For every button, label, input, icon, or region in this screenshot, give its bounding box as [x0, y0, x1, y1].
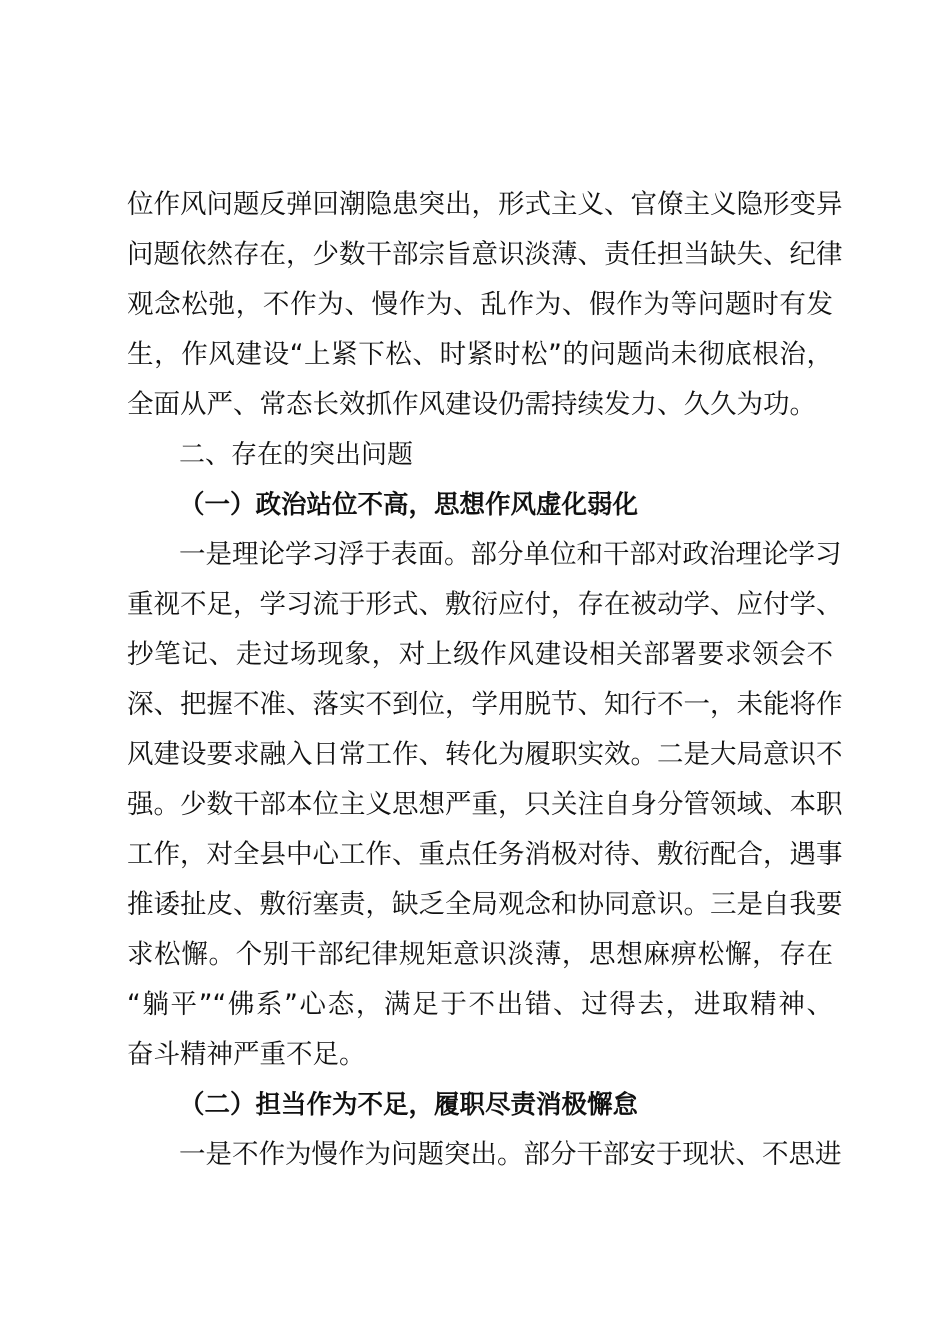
paragraph-line: 奋斗精神严重不足。 [127, 1039, 366, 1070]
paragraph-line: 深、把握不准、落实不到位，学用脱节、知行不一，未能将作 [127, 689, 843, 720]
paragraph-line: 工作，对全县中心工作、重点任务消极对待、敷衍配合，遇事 [127, 839, 843, 870]
paragraph-line: 生，作风建设“上紧下松、时紧时松”的问题尚未彻底根治， [127, 339, 833, 370]
paragraph-line: 全面从严、常态长效抓作风建设仍需持续发力、久久为功。 [127, 389, 816, 420]
subsection-title: （一）政治站位不高，思想作风虚化弱化 [179, 490, 639, 520]
paragraph-line: 位作风问题反弹回潮隐患突出，形式主义、官僚主义隐形变异 [127, 189, 843, 220]
subsection-title: （二）担当作为不足，履职尽责消极懈怠 [179, 1090, 639, 1120]
paragraph-line: 观念松弛，不作为、慢作为、乱作为、假作为等问题时有发 [127, 289, 833, 320]
paragraph-line: 一是理论学习浮于表面。部分单位和干部对政治理论学习 [179, 539, 842, 570]
paragraph-line: 一是不作为慢作为问题突出。部分干部安于现状、不思进 [179, 1139, 842, 1170]
paragraph-line: 风建设要求融入日常工作、转化为履职实效。二是大局意识不 [127, 739, 843, 770]
paragraph-line: 求松懈。个别干部纪律规矩意识淡薄，思想麻痹松懈，存在 [127, 939, 833, 970]
paragraph-line: 推诿扯皮、敷衍塞责，缺乏全局观念和协同意识。三是自我要 [127, 889, 843, 920]
paragraph-line: 重视不足，学习流于形式、敷衍应付，存在被动学、应付学、 [127, 589, 843, 620]
paragraph-line: 问题依然存在，少数干部宗旨意识淡薄、责任担当缺失、纪律 [127, 239, 843, 270]
section-heading: 二、存在的突出问题 [179, 440, 414, 470]
paragraph-line: “躺平”“佛系”心态，满足于不出错、过得去，进取精神、 [127, 989, 833, 1020]
paragraph-line: 强。少数干部本位主义思想严重，只关注自身分管领域、本职 [127, 789, 843, 820]
paragraph-line: 抄笔记、走过场现象，对上级作风建设相关部署要求领会不 [127, 639, 833, 670]
